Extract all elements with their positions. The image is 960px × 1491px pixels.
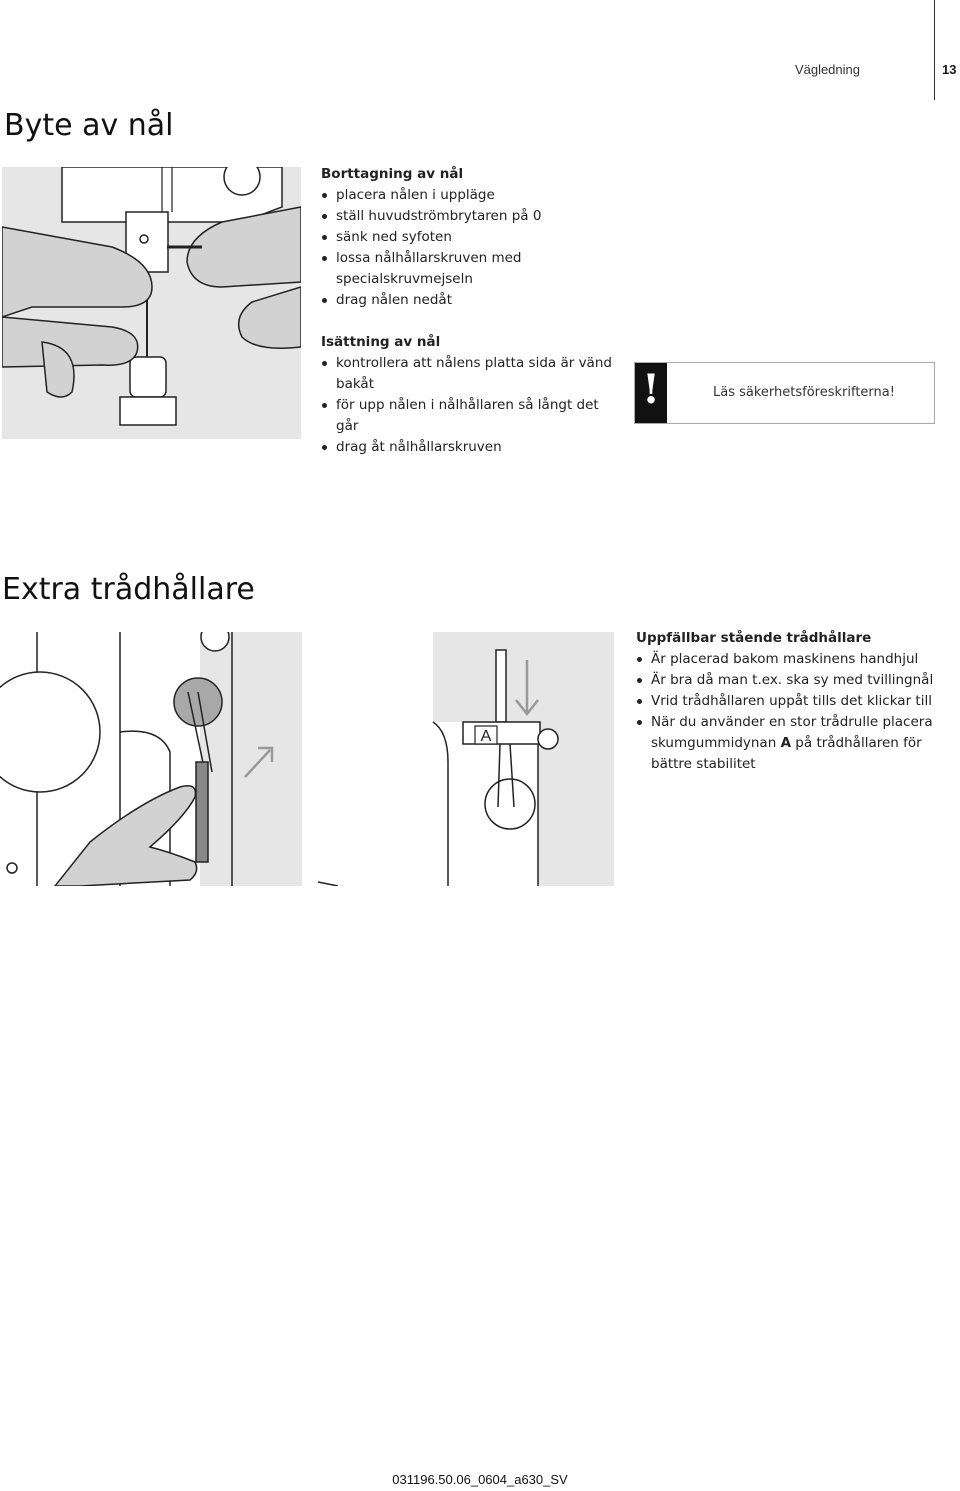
removal-list bbox=[321, 185, 621, 311]
list-item: Är bra då man t.ex. ska sy med tvillingnål bbox=[636, 670, 936, 691]
list-item: för upp nålen i nålhållaren så långt det går bbox=[321, 395, 621, 437]
list-item bbox=[636, 712, 936, 775]
safety-note bbox=[634, 362, 935, 424]
thread-holder-illustration-1 bbox=[0, 632, 302, 886]
running-header: Vägledning bbox=[794, 62, 860, 77]
list-item: placera nålen i uppläge bbox=[321, 185, 621, 206]
list-item: Vrid trådhållaren uppåt tills det klickar till bbox=[636, 691, 936, 712]
section-title-extra-thread-holder: Extra trådhållare bbox=[2, 572, 255, 607]
page-number: 13 bbox=[942, 62, 957, 77]
list-item: lossa nålhållarskruven med specialskruvmejseln bbox=[321, 248, 621, 290]
needle-instructions bbox=[321, 164, 621, 458]
thread-holder-illustration-2 bbox=[318, 632, 614, 886]
removal-heading: Borttagning av nål bbox=[321, 166, 464, 182]
header-divider bbox=[934, 0, 935, 100]
thread-holder-instructions bbox=[636, 628, 936, 775]
list-item-text: När du använder en stor trådrulle placera skumgummidynan bbox=[651, 714, 933, 751]
label-a-reference: A bbox=[780, 735, 792, 751]
needle-change-illustration bbox=[2, 167, 301, 439]
section-title-needle-change: Byte av nål bbox=[4, 108, 174, 143]
safety-note-text: Läs säkerhetsföreskrifterna! bbox=[713, 385, 895, 400]
list-item: drag åt nålhållarskruven bbox=[321, 437, 621, 458]
insertion-list bbox=[321, 353, 621, 458]
thread-holder-heading: Uppfällbar stående trådhållare bbox=[636, 630, 872, 646]
insertion-heading: Isättning av nål bbox=[321, 334, 441, 350]
list-item: ställ huvudströmbrytaren på 0 bbox=[321, 206, 621, 227]
list-item: kontrollera att nålens platta sida är vänd bakåt bbox=[321, 353, 621, 395]
list-item: sänk ned syfoten bbox=[321, 227, 621, 248]
list-item: drag nålen nedåt bbox=[321, 290, 621, 311]
document-code: 031196.50.06_0604_a630_SV bbox=[392, 1472, 568, 1487]
list-item: Är placerad bakom maskinens handhjul bbox=[636, 649, 936, 670]
thread-holder-list bbox=[636, 649, 936, 775]
list-item-text: på trådhållaren för bättre stabilitet bbox=[651, 735, 922, 772]
warning-icon: ! bbox=[635, 363, 667, 423]
label-a: A bbox=[480, 728, 492, 745]
